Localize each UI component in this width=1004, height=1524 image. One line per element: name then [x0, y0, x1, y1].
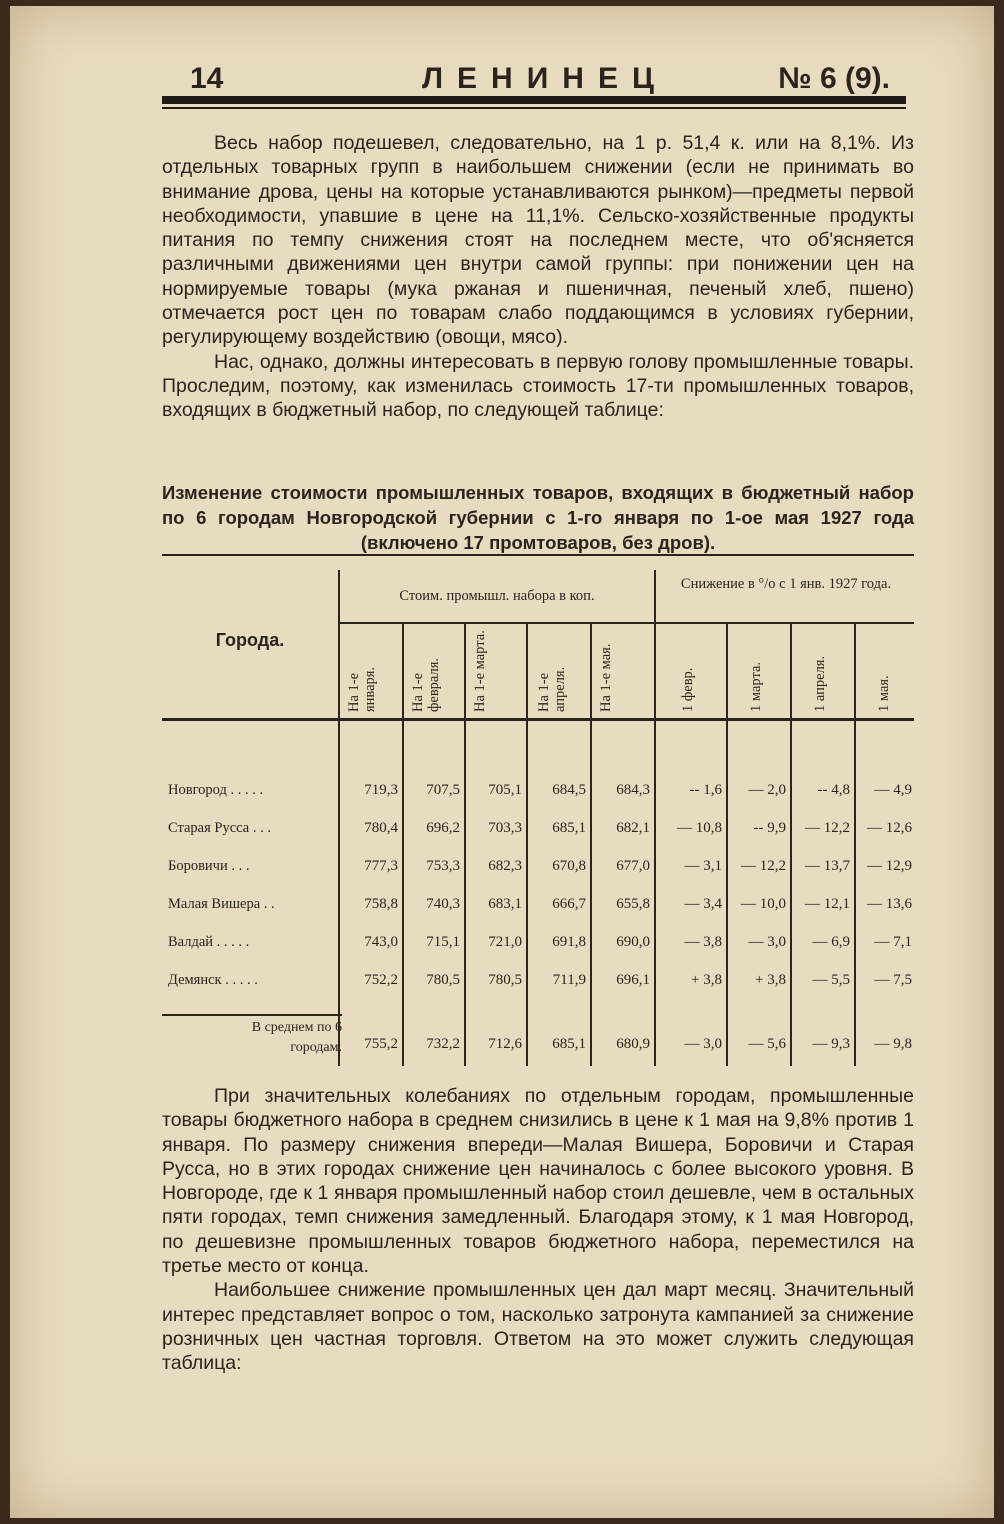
city-name: Демянск . . . . .: [168, 972, 258, 988]
col-divider: [726, 622, 728, 1066]
decline-cell: — 12,9: [867, 858, 912, 874]
decline-cell: — 3,8: [684, 934, 722, 950]
cost-col-header: На 1-е января.: [346, 666, 378, 712]
avg-decline-cell: — 9,3: [812, 1036, 850, 1052]
cost-cell: 780,5: [488, 972, 522, 988]
cost-cell: 743,0: [364, 934, 398, 950]
cost-cell: 780,4: [364, 820, 398, 836]
decline-cell: -- 4,8: [817, 782, 850, 798]
price-table: [162, 554, 914, 1074]
cost-cell: 780,5: [426, 972, 460, 988]
cost-cell: 666,7: [552, 896, 586, 912]
conclusion-text: [162, 1084, 914, 1376]
city-name: Новгород . . . . .: [168, 782, 264, 798]
city-column-header: Города.: [215, 630, 285, 650]
cost-cell: 711,9: [552, 972, 586, 988]
col-divider: [790, 622, 792, 1066]
decline-cell: -- 9,9: [753, 820, 786, 836]
journal-title: ЛЕНИНЕЦ: [422, 62, 668, 95]
cost-cell: 682,1: [616, 820, 650, 836]
page-number: 14: [190, 62, 224, 95]
col-divider: [590, 622, 592, 1066]
cost-cell: 670,8: [552, 858, 586, 874]
cost-cell: 655,8: [616, 896, 650, 912]
cost-cell: 682,3: [488, 858, 522, 874]
cost-col-header: На 1-е апреля.: [536, 666, 568, 712]
decline-cell: — 12,6: [867, 820, 912, 836]
cost-col-header: На 1-е марта.: [472, 630, 488, 712]
cost-cell: 740,3: [426, 896, 460, 912]
paragraph: Весь набор подешевел, следовательно, на 1 р. 51,4 к. или на 8,1%. Из отдельных товарных групп в наибольшем снижении (если не принимать во внимание дрова, цены на которые устанавливаются рынком)—предметы первой необходимости, упавшие в цене на 11,1%. Сельско-хозяйственные продукты питания по темпу снижения стоят на последнем месте, что об'ясняется различными движениями цен внутри самой группы: при понижении цен на нормируемые товары (мука ржаная и пшеничная, печеный хлеб, пшено) отмечается рост цен по товарам слабо поддающимся в условиях губернии, регулирующему воздействию (овощи, мясо).: [162, 132, 914, 349]
decline-col-header: 1 марта.: [748, 661, 764, 712]
decline-cell: — 12,2: [741, 858, 786, 874]
decline-cell: — 3,0: [748, 934, 786, 950]
decline-cell: — 13,6: [867, 896, 912, 912]
cost-cell: 777,3: [364, 858, 398, 874]
average-label: В среднем по 6 городам.: [251, 1020, 342, 1055]
cost-cell: 696,2: [426, 820, 460, 836]
decline-cell: — 3,4: [684, 896, 722, 912]
decline-col-header: 1 февр.: [680, 667, 696, 712]
cost-group-header: Стоим. промышл. набора в коп.: [399, 588, 595, 604]
avg-cost-cell: 755,2: [364, 1036, 398, 1052]
avg-decline-cell: — 3,0: [684, 1036, 722, 1052]
city-name: Валдай . . . . .: [168, 934, 250, 950]
paragraph: Нас, однако, должны интересовать в первую голову промышленные товары. Проследим, поэтому, как изменилась стоимость 17-ти промышленных товаров, входящих в бюджетный набор, по следующей таблице:: [162, 350, 914, 422]
decline-cell: — 7,1: [874, 934, 912, 950]
avg-decline-cell: — 5,6: [748, 1036, 786, 1052]
group-header-rule: [338, 622, 914, 624]
cost-cell: 684,5: [552, 782, 586, 798]
col-divider: [464, 622, 466, 1066]
cost-cell: 721,0: [488, 934, 522, 950]
col-divider: [338, 570, 340, 1066]
header-rule-thin: [162, 107, 906, 109]
cost-cell: 683,1: [488, 896, 522, 912]
table-title: Изменение стоимости промышленных товаров, входящих в бюджетный набор по 6 городам Новгородской губернии с 1-го января по 1-ое мая 1927 года (включено 17 промтоваров, без дров).: [162, 482, 914, 553]
col-divider: [854, 622, 856, 1066]
cost-cell: 691,8: [552, 934, 586, 950]
avg-cost-cell: 712,6: [488, 1036, 522, 1052]
header-rule-thick: [162, 96, 906, 104]
decline-col-header: 1 мая.: [876, 675, 892, 712]
cost-cell: 685,1: [552, 820, 586, 836]
city-name: Старая Русса . . .: [168, 820, 271, 836]
cost-cell: 752,2: [364, 972, 398, 988]
decline-cell: — 13,7: [805, 858, 850, 874]
cost-cell: 696,1: [616, 972, 650, 988]
cost-cell: 703,3: [488, 820, 522, 836]
avg-cost-cell: 680,9: [616, 1036, 650, 1052]
decline-cell: + 3,8: [755, 972, 786, 988]
cost-cell: 719,3: [364, 782, 398, 798]
decline-cell: — 3,1: [684, 858, 722, 874]
avg-decline-cell: — 9,8: [874, 1036, 912, 1052]
decline-cell: — 12,2: [805, 820, 850, 836]
table-top-rule: [162, 554, 914, 556]
decline-cell: — 7,5: [874, 972, 912, 988]
cost-cell: 677,0: [616, 858, 650, 874]
col-divider: [526, 622, 528, 1066]
cost-cell: 715,1: [426, 934, 460, 950]
cost-cell: 753,3: [426, 858, 460, 874]
average-rule: [162, 1014, 342, 1016]
decline-cell: — 10,8: [677, 820, 722, 836]
cost-cell: 707,5: [426, 782, 460, 798]
issue-number: № 6 (9).: [778, 62, 890, 95]
paragraph: При значительных колебаниях по отдельным городам, промышленные товары бюджетного набора в среднем снизились в цене к 1 мая на 9,8% против 1 января. По размеру снижения впереди—Малая Вишера, Боровичи и Старая Русса, но в этих городах снижение цен начиналось с более высокого уровня. В Новгороде, где к 1 января промышленный набор стоил дешевле, чем в остальных пяти городах, темп снижения замедленный. Благодаря этому, к 1 мая Новгород, по дешевизне промышленных товаров бюджетного набора, переместился на третье место от конца.: [162, 1085, 914, 1278]
page-header: [182, 58, 910, 98]
decline-cell: — 5,5: [812, 972, 850, 988]
city-name: Малая Вишера . .: [168, 896, 275, 912]
cost-col-header: На 1-е мая.: [598, 643, 614, 712]
decline-cell: — 6,9: [812, 934, 850, 950]
decline-group-header: Снижение в °/о с 1 янв. 1927 года.: [680, 576, 892, 592]
avg-cost-cell: 685,1: [552, 1036, 586, 1052]
intro-text: [162, 131, 914, 423]
decline-col-header: 1 апреля.: [812, 655, 828, 712]
avg-cost-cell: 732,2: [426, 1036, 460, 1052]
decline-cell: -- 1,6: [689, 782, 722, 798]
col-divider: [402, 622, 404, 1066]
cost-col-header: На 1-е февраля.: [410, 657, 442, 712]
city-name: Боровичи . . .: [168, 858, 250, 874]
cost-cell: 690,0: [616, 934, 650, 950]
decline-cell: — 10,0: [741, 896, 786, 912]
document-page: [10, 6, 994, 1518]
decline-cell: — 2,0: [748, 782, 786, 798]
col-divider: [654, 570, 656, 1066]
cost-cell: 705,1: [488, 782, 522, 798]
decline-cell: — 4,9: [874, 782, 912, 798]
cost-cell: 684,3: [616, 782, 650, 798]
paragraph: Наибольшее снижение промышленных цен дал март месяц. Значительный интерес представляет вопрос о том, насколько затронута кампанией за снижение розничных цен частная торговля. Ответом на это может служить следующая таблица:: [162, 1279, 914, 1375]
cost-cell: 758,8: [364, 896, 398, 912]
decline-cell: + 3,8: [691, 972, 722, 988]
table-header-rule: [162, 718, 914, 721]
decline-cell: — 12,1: [805, 896, 850, 912]
